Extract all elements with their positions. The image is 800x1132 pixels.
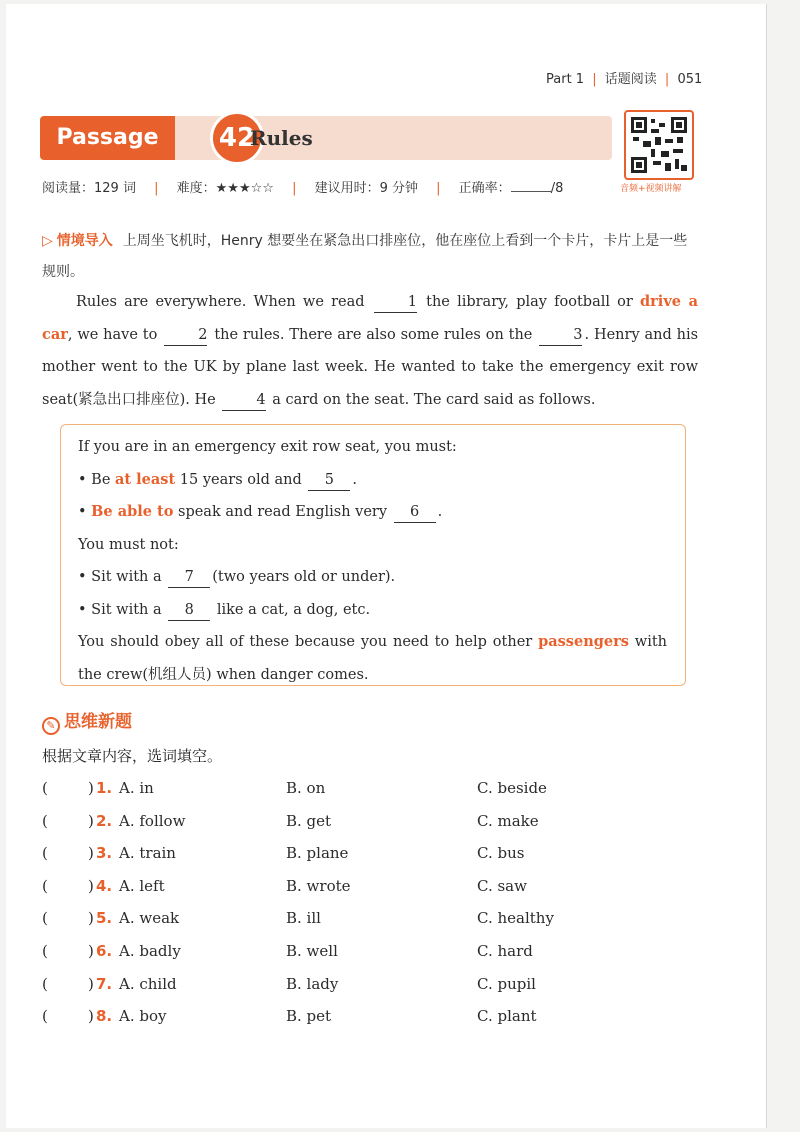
option-c[interactable]: C. bus xyxy=(477,844,525,863)
part-label: Part 1 xyxy=(546,72,585,87)
blank-8[interactable]: 8 xyxy=(168,600,210,621)
intro xyxy=(42,226,698,288)
answer-paren-right[interactable]: ) xyxy=(88,811,94,830)
blank-3[interactable]: 3 xyxy=(539,325,582,346)
accuracy-blank[interactable] xyxy=(511,179,551,192)
passage-segment: . Henry and his mother went to the UK by plane last week. He wanted to take the emergency exit row seat(紧急出口排座位). He xyxy=(42,326,699,408)
question-row xyxy=(42,902,702,934)
blank-4[interactable]: 4 xyxy=(222,390,265,411)
blank-7[interactable]: 7 xyxy=(168,567,210,588)
question-row xyxy=(42,870,702,902)
answer-paren-left[interactable]: ( xyxy=(42,779,48,797)
option-a[interactable]: A. left xyxy=(119,876,165,895)
pencil-icon: ✎ xyxy=(42,717,60,735)
reading-meta xyxy=(42,177,563,196)
rule-text: speak and read English very xyxy=(178,504,388,520)
answer-paren-right[interactable]: ) xyxy=(88,942,94,960)
card-closing xyxy=(78,626,685,691)
question-row xyxy=(42,772,702,804)
meta-divider: | xyxy=(154,181,159,196)
option-a[interactable]: A. badly xyxy=(119,942,181,960)
blank-2[interactable]: 2 xyxy=(164,325,207,346)
rule-text: Sit with a xyxy=(91,569,162,585)
page-header xyxy=(546,68,702,87)
accuracy-label: 正确率： xyxy=(458,181,511,196)
blank-1[interactable]: 1 xyxy=(374,292,417,313)
passage-banner xyxy=(40,116,612,160)
option-b[interactable]: B. lady xyxy=(286,974,339,993)
question-row xyxy=(42,935,702,967)
must-not-heading: You must not: xyxy=(78,536,179,553)
question-number: 6. xyxy=(96,942,113,960)
highlight-phrase: drive a car xyxy=(42,293,698,343)
rules-card xyxy=(60,424,686,686)
rule-text: Sit with a xyxy=(91,601,162,618)
intro-text: 上周坐飞机时，Henry 想要坐在紧急出口排座位，他在座位上看到一个卡片，卡片上是一些规则。 xyxy=(42,233,688,280)
answer-paren-right[interactable]: ) xyxy=(88,876,94,895)
meta-divider: | xyxy=(436,181,441,196)
option-b[interactable]: B. pet xyxy=(286,1007,332,1026)
option-c[interactable]: C. healthy xyxy=(477,909,554,928)
section-title: 思维新题 xyxy=(64,712,132,732)
section-heading xyxy=(42,707,132,735)
answer-paren-right[interactable]: ) xyxy=(88,1007,94,1026)
rule-text: with the crew(机组人员) when danger comes. xyxy=(78,634,668,683)
suggested-time: 建议用时：9 分钟 xyxy=(314,181,418,196)
option-b[interactable]: B. wrote xyxy=(286,876,351,895)
option-b[interactable]: B. get xyxy=(286,811,332,830)
passage-tag: Passage xyxy=(40,116,175,160)
highlight-phrase: passengers xyxy=(538,633,629,650)
option-c[interactable]: C. saw xyxy=(477,876,527,895)
question-number: 2. xyxy=(96,811,113,830)
rule-item: • Be able to speak and read English very 6 . xyxy=(78,496,685,529)
passage-number: 42 xyxy=(210,111,264,165)
option-a[interactable]: A. train xyxy=(119,844,176,863)
question-number: 5. xyxy=(96,909,113,928)
passage-segment: the library, play football or xyxy=(426,294,633,310)
answer-paren-right[interactable]: ) xyxy=(88,844,94,863)
answer-paren-left[interactable]: ( xyxy=(42,942,48,960)
answer-paren-left[interactable]: ( xyxy=(42,1007,48,1026)
option-b[interactable]: B. ill xyxy=(286,909,321,928)
rule-item: • Sit with a 7 (two years old or under). xyxy=(78,561,685,594)
header-divider: | xyxy=(664,72,670,87)
answer-paren-left[interactable]: ( xyxy=(42,974,48,993)
answer-paren-left[interactable]: ( xyxy=(42,876,48,895)
option-a[interactable]: A. child xyxy=(119,974,177,993)
qr-code-icon[interactable] xyxy=(624,110,694,180)
option-a[interactable]: A. follow xyxy=(119,811,186,830)
question-number: 7. xyxy=(96,974,113,993)
header-divider: | xyxy=(592,72,597,87)
passage-segment: a card on the seat. The card said as follows. xyxy=(272,391,596,408)
answer-paren-left[interactable]: ( xyxy=(42,811,48,830)
option-a[interactable]: A. boy xyxy=(119,1007,167,1026)
answer-paren-right[interactable]: ) xyxy=(88,974,94,993)
blank-5[interactable]: 5 xyxy=(308,470,350,491)
meta-divider: | xyxy=(292,181,297,196)
rule-item: • Be at least 15 years old and 5 . xyxy=(78,464,685,497)
option-a[interactable]: A. weak xyxy=(119,909,180,928)
passage-segment: Rules are everywhere. When we read xyxy=(76,294,365,310)
blank-6[interactable]: 6 xyxy=(394,502,436,523)
highlight-phrase: Be able to xyxy=(91,503,174,520)
question-row xyxy=(42,1000,702,1032)
question-row xyxy=(42,805,702,837)
page-number: 051 xyxy=(677,72,703,87)
question-row xyxy=(42,968,702,1000)
topic-label: 话题阅读 xyxy=(604,72,657,87)
question-number: 1. xyxy=(96,779,113,797)
answer-paren-right[interactable]: ) xyxy=(88,909,94,928)
rule-text: 15 years old and xyxy=(179,471,302,488)
option-b[interactable]: B. well xyxy=(286,942,338,960)
option-b[interactable]: B. on xyxy=(286,779,326,797)
rule-item: • Sit with a 8 like a cat, a dog, etc. xyxy=(78,594,685,627)
qr-caption: 音频+视频讲解 xyxy=(620,184,682,194)
passage-text xyxy=(42,286,698,416)
instruction: 根据文章内容，选词填空。 xyxy=(42,747,223,765)
question-number: 8. xyxy=(96,1007,113,1026)
option-c[interactable]: C. make xyxy=(477,811,539,830)
question-number: 4. xyxy=(96,876,113,895)
rule-text: You should obey all of these because you need to help other xyxy=(78,634,533,650)
accuracy-total: /8 xyxy=(550,181,564,196)
rule-text: Be xyxy=(91,471,111,488)
option-c[interactable]: C. beside xyxy=(477,779,547,797)
word-count: 阅读量：129 词 xyxy=(42,181,136,196)
rule-text: (two years old or under). xyxy=(212,569,396,585)
option-c[interactable]: C. plant xyxy=(477,1007,537,1026)
option-c[interactable]: C. pupil xyxy=(477,974,536,993)
passage-title: Rules xyxy=(250,126,313,150)
play-triangle-icon: ▷ xyxy=(42,233,53,249)
difficulty-stars-icon: ★★★☆☆ xyxy=(215,181,274,196)
question-number: 3. xyxy=(96,844,113,863)
card-intro: If you are in an emergency exit row seat, you must: xyxy=(78,439,457,455)
rule-text: like a cat, a dog, etc. xyxy=(216,601,371,618)
answer-paren-right[interactable]: ) xyxy=(88,779,94,797)
answer-paren-left[interactable]: ( xyxy=(42,844,48,863)
answer-paren-left[interactable]: ( xyxy=(42,909,48,928)
option-c[interactable]: C. hard xyxy=(477,942,533,960)
difficulty-label: 难度： xyxy=(176,181,216,196)
option-a[interactable]: A. in xyxy=(119,779,154,797)
question-row xyxy=(42,837,702,869)
passage-segment: the rules. There are also some rules on the xyxy=(214,326,533,343)
intro-label: 情境导入 xyxy=(56,233,113,249)
option-b[interactable]: B. plane xyxy=(286,844,349,863)
passage-segment: , we have to xyxy=(67,326,158,343)
highlight-phrase: at least xyxy=(115,470,176,488)
